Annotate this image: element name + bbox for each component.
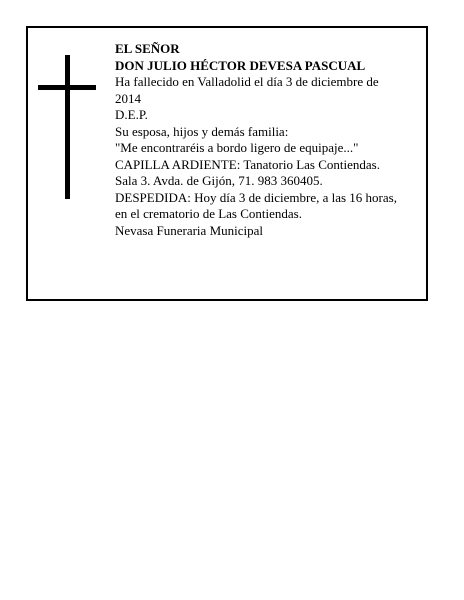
quote-text: "Me encontraréis a bordo ligero de equipaje...": [115, 140, 359, 155]
death-announcement-line-2: 2014: [115, 90, 141, 106]
notice-title: EL SEÑOR: [115, 41, 180, 56]
cross-horizontal-bar: [38, 85, 96, 90]
chapel-line-2: Sala 3. Avda. de Gijón, 71. 983 360405.: [115, 173, 323, 188]
chapel-line-1: CAPILLA ARDIENTE: Tanatorio Las Contiendas.: [115, 156, 380, 172]
farewell-line-2: en el crematorio de Las Contiendas.: [115, 206, 302, 221]
family-text: Su esposa, hijos y demás familia:: [115, 123, 289, 139]
cross-vertical-bar: [65, 55, 70, 199]
death-announcement-line-1: Ha fallecido en Valladolid el día 3 de diciembre de: [115, 74, 379, 89]
farewell-line-1: DESPEDIDA: Hoy día 3 de diciembre, a las 16 horas,: [115, 189, 397, 205]
obituary-text: [115, 41, 417, 239]
cross-icon: [38, 55, 96, 199]
funeral-home-text: Nevasa Funeraria Municipal: [115, 222, 264, 238]
deceased-name: DON JULIO HÉCTOR DEVESA PASCUAL: [115, 57, 366, 73]
rip-text: D.E.P.: [115, 107, 148, 122]
obituary-notice: [26, 26, 428, 301]
